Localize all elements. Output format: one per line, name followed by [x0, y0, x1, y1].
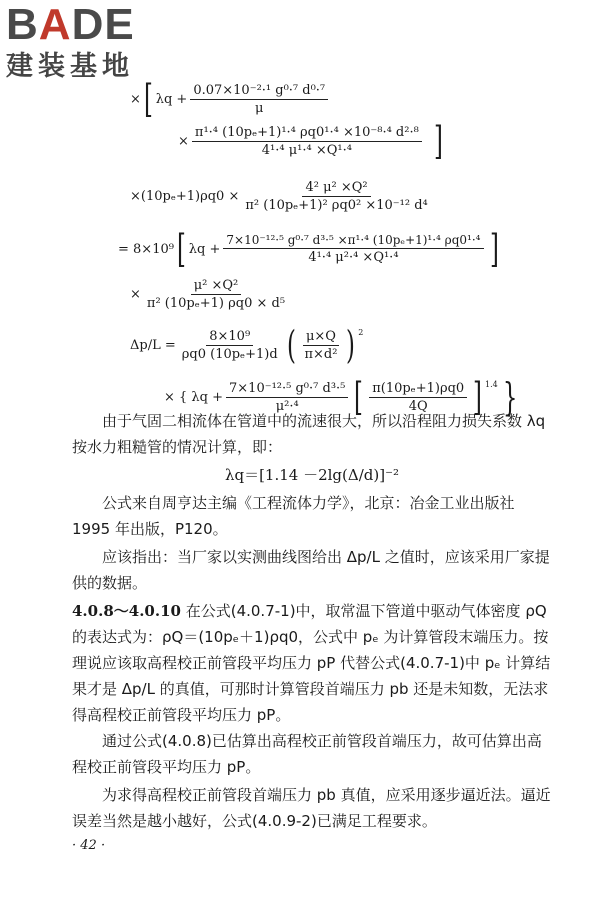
- equation-line-7: × { λq + $\frac{\text{7×10⁻¹²·⁵ g⁰·⁷ d³·⁵}}{\text{μ²·⁴}}$ [ $\frac{\text{π(10pₑ+1)ρq0}}{4Q}$ ] $^{1.4}$ }: [164, 375, 518, 419]
- equation-line-1: × [ λq + $\frac{\text{0.07×10⁻²·¹ g⁰·⁷ d⁰·⁷}}{\mu}$: [130, 80, 331, 118]
- equation-line-5: × $\frac{\text{μ² ×Q²}}{\text{π² (10pₑ+1) ρq0 × d⁵}}$: [130, 278, 291, 311]
- logo-wordmark: BADE: [6, 0, 135, 49]
- page-number: · 42 ·: [72, 838, 106, 853]
- fraction: $\frac{\text{π(10pₑ+1)ρq0}}{4Q}$: [369, 381, 467, 414]
- section-heading: 4.0.8～4.0.10: [72, 602, 181, 620]
- fraction: $\frac{\text{7×10⁻¹²·⁵ g⁰·⁷ d³·⁵}}{\text{μ²·⁴}}$: [226, 381, 348, 414]
- fraction: $\frac{\text{8×10⁹}}{\text{ρq0 (10pₑ+1)d}}$: [181, 328, 278, 362]
- fraction: $\frac{\text{7×10⁻¹²·⁵ g⁰·⁷ d³·⁵ ×π¹·⁴ (10pₑ+1)¹·⁴ ρq0¹·⁴}}{\text{4¹·⁴ μ²·⁴ ×Q¹·⁴}}$: [223, 233, 483, 265]
- paragraph-iteration: 为求得高程校正前管段首端压力 pb 真值，应采用逐步逼近法。逼近误差当然是越小越好，公式(4.0.9-2)已满足工程要求。: [72, 786, 551, 830]
- paragraph-section-4-0-8: 4.0.8～4.0.10 在公式(4.0.7-1)中，取常温下管道中驱动气体密度 ρQ 的表达式为：ρQ＝(10pₑ＋1)ρq0，公式中 pₑ 为计算管段末端压力。按理说应该取高程校正前管段平均压力 pP 代替公式(4.0.7-1)中 pₑ 计算结果才是 Δp/L 的真值，可那时计算管段首端压力 pb 还是未知数，无法求得高程校正前管段平均压力 pP。: [72, 602, 551, 724]
- equation-line-4: = 8×10⁹ [ λq + $\frac{\text{7×10⁻¹²·⁵ g⁰·⁷ d³·⁵ ×π¹·⁴ (10pₑ+1)¹·⁴ ρq0¹·⁴}}{\text{4¹·⁴ μ²·⁴ ×Q¹·⁴}}$ ]: [118, 227, 499, 271]
- fraction: $\frac{\mu\times Q}{\text{π×d²}}$: [304, 328, 338, 362]
- paragraph-estimate: 通过公式(4.0.8)已估算出高程校正前管段首端压力，故可估算出高程校正前管段平均压力 pP。: [72, 732, 542, 776]
- equation-line-3: ×(10pₑ+1)ρq0 × $\frac{\text{4² μ² ×Q²}}{\text{π² (10pₑ+1)² ρq0² ×10⁻¹² d⁴}}$: [130, 180, 434, 213]
- fraction: $\frac{\text{0.07×10⁻²·¹ g⁰·⁷ d⁰·⁷}}{\mu}$: [190, 83, 328, 116]
- fraction: $\frac{\text{4² μ² ×Q²}}{\text{π² (10pₑ+1)² ρq0² ×10⁻¹² d⁴}}$: [245, 180, 428, 213]
- logo-subtitle: 建装基地: [6, 51, 134, 82]
- paragraph-friction-coefficient: 由于气固二相流体在管道中的流速很大，所以沿程阻力损失系数 λq 按水力粗糙管的情况计算，即：: [72, 412, 546, 456]
- fraction: $\frac{\text{μ² ×Q²}}{\text{π² (10pₑ+1) ρq0 × d⁵}}$: [146, 278, 286, 311]
- fraction: $\frac{\text{π¹·⁴ (10pₑ+1)¹·⁴ ρq0¹·⁴ ×10⁻⁸·⁴ d²·⁸}}{\text{4¹·⁴ μ¹·⁴ ×Q¹·⁴}}$: [192, 125, 422, 158]
- equation-line-2: × $\frac{\text{π¹·⁴ (10pₑ+1)¹·⁴ ρq0¹·⁴ ×10⁻⁸·⁴ d²·⁸}}{\text{4¹·⁴ μ¹·⁴ ×Q¹·⁴}}$ ]: [178, 119, 443, 163]
- paragraph-note: 应该指出：当厂家以实测曲线图给出 Δp/L 之值时，应该采用厂家提供的数据。: [72, 548, 550, 592]
- equation-line-6: Δp/L = $\frac{\text{8×10⁹}}{\text{ρq0 (10pₑ+1)d}}$ ( $\frac{\mu\times Q}{\text{π×d²}}$ ) $^2$: [130, 323, 364, 367]
- formula-lambda: λq＝[1.14 －2lg(Δ/d)]⁻²: [224, 466, 400, 484]
- paragraph-source: 公式来自周亨达主编《工程流体力学》，北京：冶金工业出版社 1995 年出版，P120。: [72, 494, 515, 538]
